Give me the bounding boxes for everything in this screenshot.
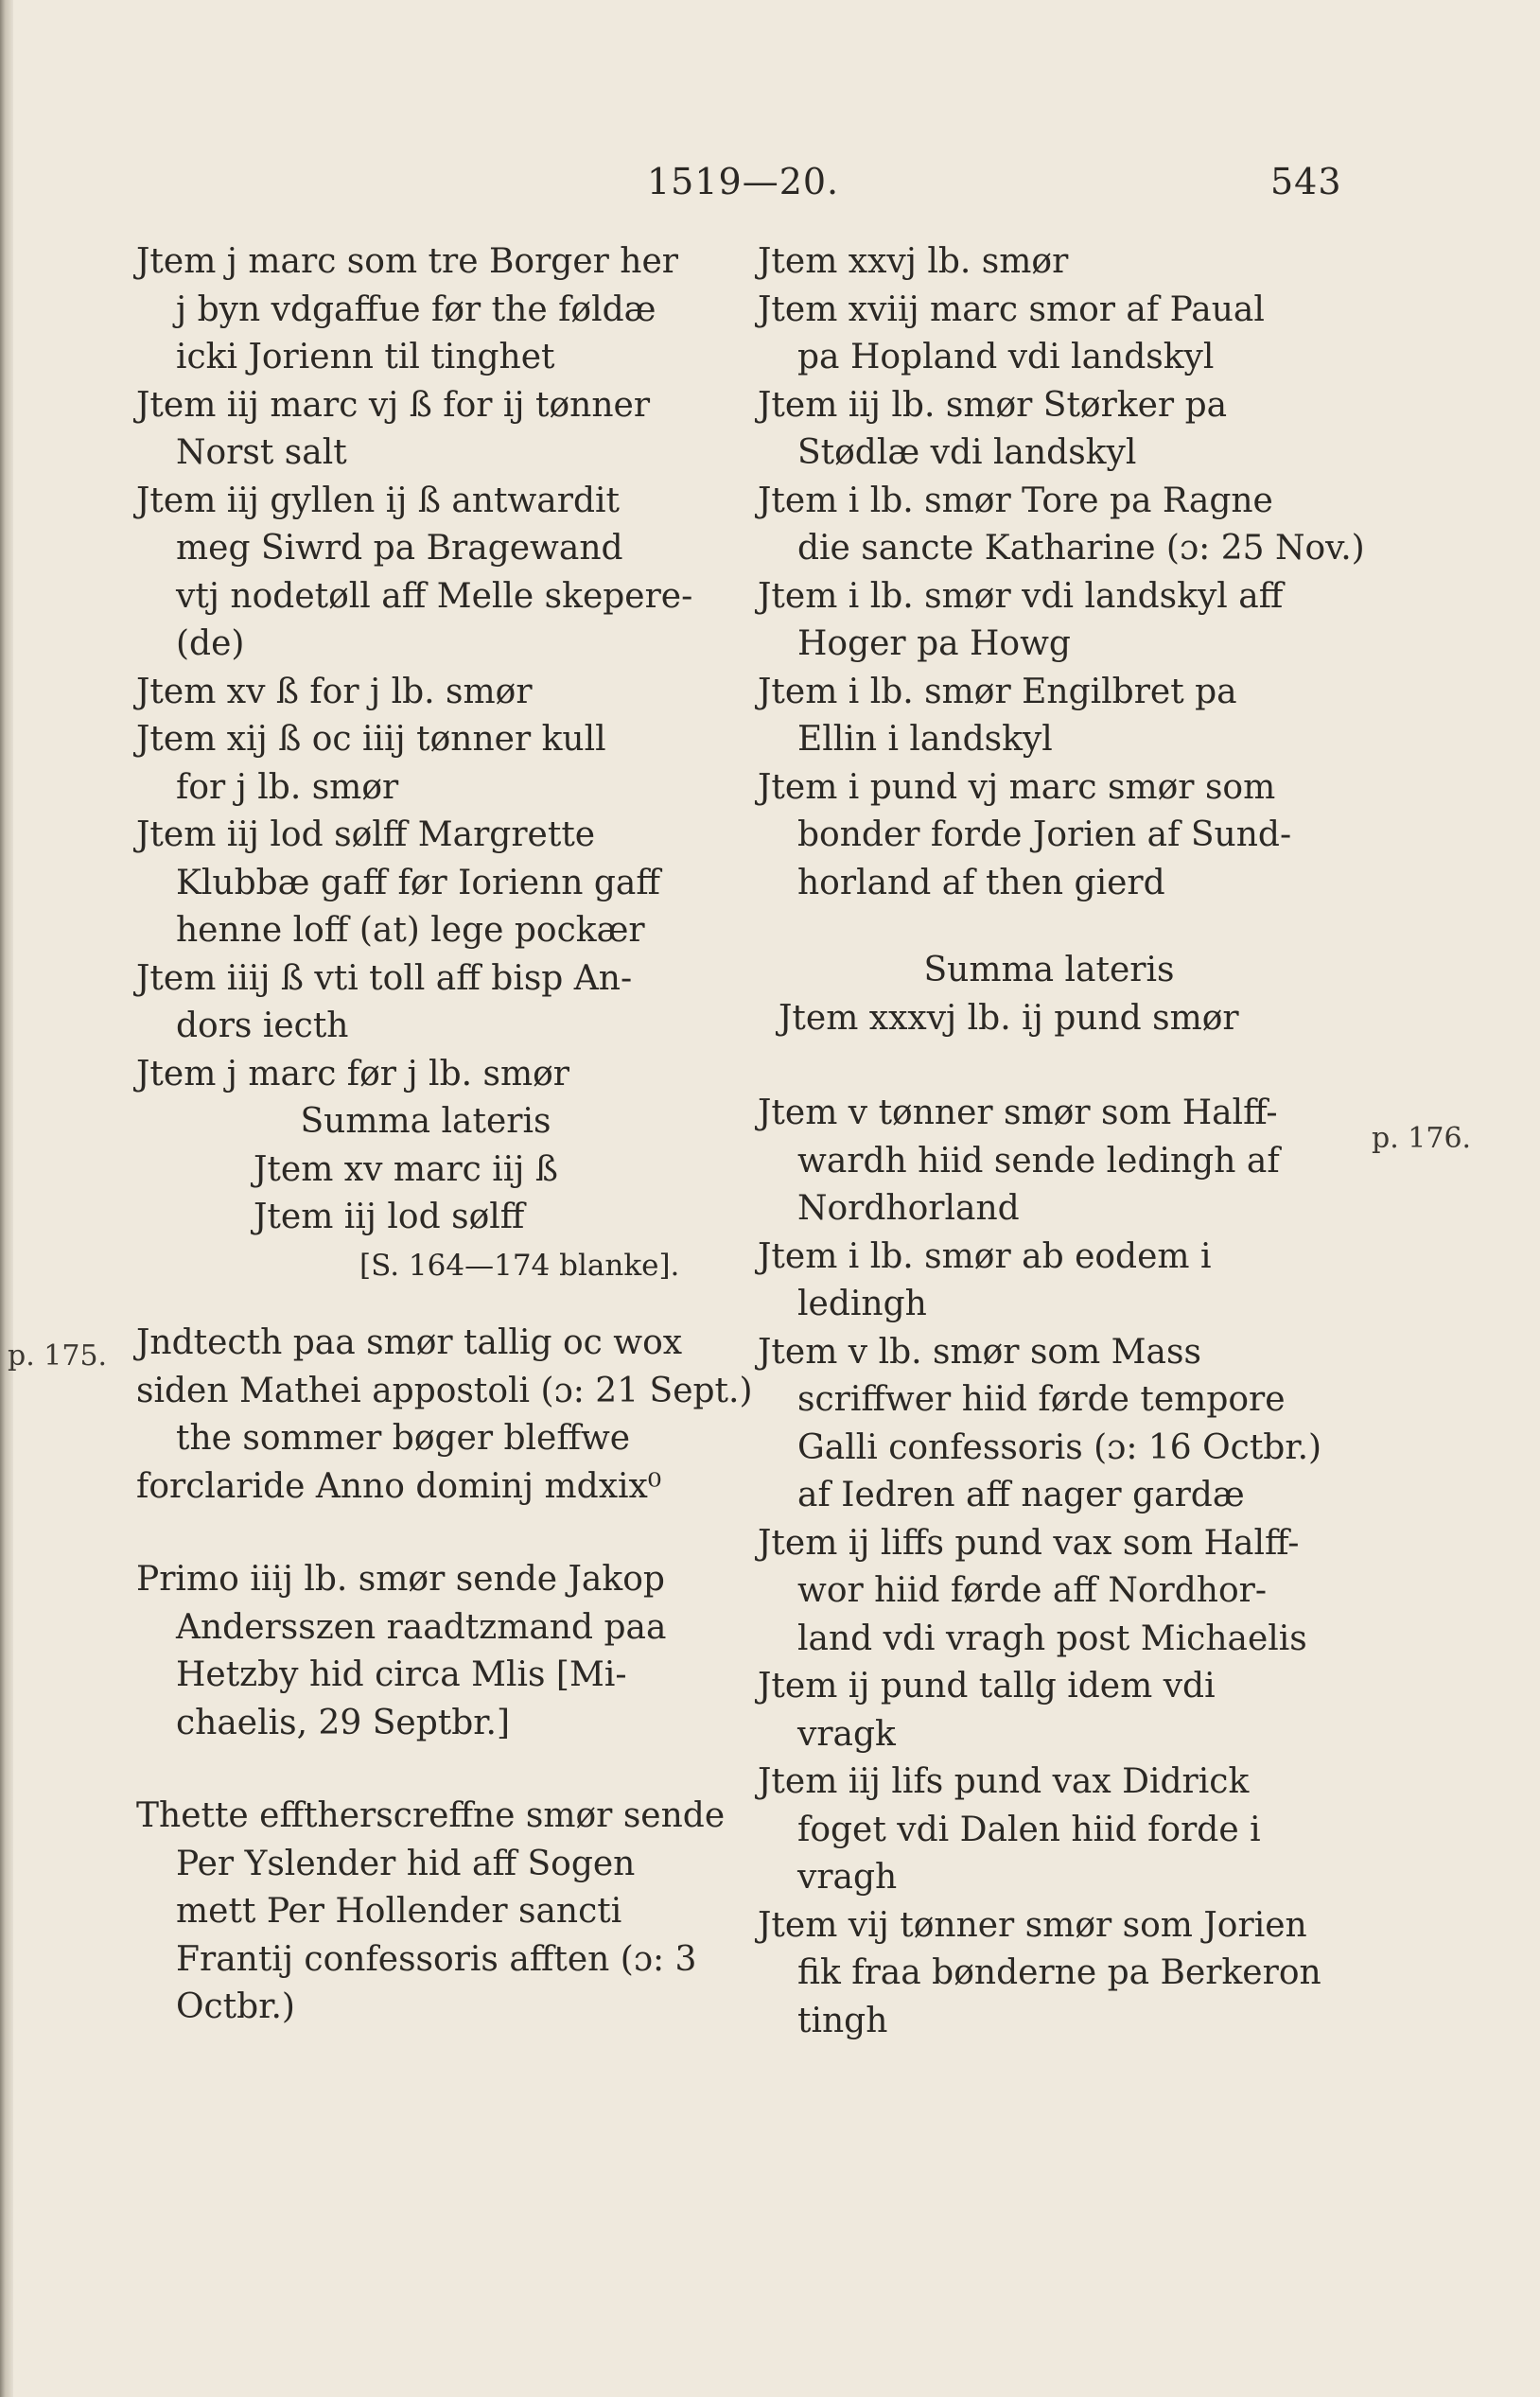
entry-line: icki Jorienn til tinghet — [176, 338, 555, 376]
entry-line: Klubbæ gaff før Iorienn gaff — [176, 863, 660, 902]
margin-note-right: p. 176. — [1372, 1122, 1472, 1155]
entry-line: horland af then gierd — [797, 863, 1165, 902]
entry-line: Hetzby hid circa Mlis [Mi- — [176, 1655, 627, 1694]
entry-line: af Iedren aff nager gardæ — [797, 1476, 1245, 1514]
blank-pages-note: [S. 164—174 blanke]. — [359, 1248, 680, 1283]
left-column — [136, 238, 753, 2032]
entry-line: fik fraa bønderne pa Berkeron — [797, 1953, 1321, 1992]
entry-line: Jtem i lb. smør ab eodem i — [758, 1236, 1212, 1276]
entry-line: mett Per Hollender sancti — [176, 1892, 622, 1931]
entry-line: Frantij confessoris afften (ɔ: 3 — [176, 1939, 697, 1979]
summa-lateris-heading: Summa lateris — [923, 951, 1175, 989]
right-column — [758, 238, 1365, 2045]
entry-line: Galli confessoris (ɔ: 16 Octbr.) — [797, 1427, 1322, 1467]
entry-line: Jtem xij ß oc iiij tønner kull — [136, 720, 606, 759]
entry-line: (de) — [176, 624, 245, 663]
entry-line: vragh — [797, 1858, 898, 1897]
entry-line: Jtem vij tønner smør som Jorien — [758, 1905, 1307, 1945]
summa-entry: Jtem xxxvj lb. ij pund smør — [779, 998, 1239, 1038]
entry-line: Jtem iij lod sølff Margrette — [136, 815, 596, 854]
entry-line: wardh hiid sende ledingh af — [797, 1141, 1280, 1181]
entry-line: Jtem i lb. smør vdi landskyl aff — [758, 576, 1284, 616]
entry-line: dors iecth — [176, 1006, 349, 1045]
entry-line: Jtem j marc som tre Borger her — [136, 242, 678, 281]
entry-line: Jtem ij pund tallg idem vdi — [758, 1667, 1216, 1706]
entry-line: Primo iiij lb. smør sende Jakop — [136, 1560, 665, 1599]
entry-line: Jtem iij gyllen ij ß antwardit — [136, 481, 620, 520]
entry-line: Per Yslender hid aff Sogen — [176, 1844, 636, 1883]
entry-line: Nordhorland — [797, 1189, 1020, 1228]
entry-line: vtj nodetøll aff Melle skepere- — [176, 576, 693, 616]
entry-line: Jtem ij liffs pund vax som Halff- — [758, 1523, 1300, 1563]
entry-line: Jtem iij marc vj ß for ij tønner — [136, 385, 651, 425]
section-heading-line: forclaride Anno dominj mdxix⁰ — [136, 1466, 662, 1506]
entry-line: Jtem iij lb. smør Størker pa — [758, 385, 1228, 425]
entry-line: Jtem i lb. smør Tore pa Ragne — [758, 481, 1273, 520]
entry-line: for j lb. smør — [176, 767, 399, 807]
entry-line: meg Siwrd pa Bragewand — [176, 529, 623, 568]
entry-line: foget vdi Dalen hiid forde i — [797, 1810, 1261, 1849]
section-heading-line: siden Mathei appostoli (ɔ: 21 Sept.) — [136, 1371, 753, 1410]
entry-line: Thette effthersc​reffne smør sende — [136, 1796, 726, 1835]
entry-line: Jtem v tønner smør som Halff- — [758, 1094, 1278, 1132]
entry-line: Jtem v lb. smør som Mass — [758, 1332, 1201, 1372]
entry-line: j byn vdgaffue før the føldæ — [176, 289, 656, 329]
page-number: 543 — [1270, 161, 1342, 202]
entry-line: Jtem iij lifs pund vax Didrick — [758, 1762, 1250, 1801]
entry-line: wor hiid førde aff Nordhor- — [797, 1571, 1267, 1610]
page-binding-edge — [0, 0, 13, 2397]
entry-line: pa Hopland vdi landskyl — [797, 338, 1215, 376]
entry-line: Jtem j marc før j lb. smør — [136, 1054, 569, 1094]
entry-line: bonder forde Jorien af Sund- — [797, 815, 1292, 854]
entry-line: vragk — [797, 1714, 896, 1754]
entry-line: chaelis, 29 Septbr.] — [176, 1703, 511, 1742]
entry-line: Jtem xv ß for j lb. smør — [136, 672, 533, 711]
entry-line: die sancte Katharine (ɔ: 25 Nov.) — [797, 529, 1365, 568]
entry-line: Hoger pa Howg — [797, 624, 1071, 663]
section-heading-line: Jndtecth paa smør tallig oc wox — [136, 1323, 683, 1362]
entry-line: Jtem i pund vj marc smør som — [758, 767, 1276, 807]
summa-lateris-heading: Summa lateris — [300, 1102, 551, 1141]
entry-line: Andersszen raadtzmand paa — [176, 1607, 667, 1647]
running-header-years: 1519—20. — [647, 161, 840, 202]
entry-line: ledingh — [797, 1285, 927, 1323]
section-heading-line: the sommer bøger bleffwe — [176, 1419, 631, 1458]
entry-line: Octbr.) — [176, 1987, 295, 2026]
entry-line: Norst salt — [176, 433, 347, 472]
entry-line: land vdi vragh post Michaelis — [797, 1618, 1307, 1658]
summa-entry: Jtem xv marc iij ß — [254, 1149, 558, 1189]
entry-line: Jtem xviij marc smor af Paual — [758, 289, 1265, 329]
entry-line: Jtem iiij ß vti toll aff bisp An- — [136, 958, 633, 998]
entry-line: henne loff (at) lege pockær — [176, 911, 645, 950]
entry-line: Stødlæ vdi landskyl — [797, 433, 1137, 472]
entry-line: Jtem i lb. smør Engilbret pa — [758, 672, 1237, 711]
summa-entry: Jtem iij lod sølff — [254, 1198, 525, 1236]
entry-line: Jtem xxvj lb. smør — [758, 242, 1069, 281]
entry-line: tingh — [797, 2001, 888, 2040]
entry-line: Ellin i landskyl — [797, 720, 1053, 759]
entry-line: scriffwer hiid førde tempore — [797, 1380, 1286, 1419]
margin-note-left: p. 175. — [8, 1339, 108, 1373]
